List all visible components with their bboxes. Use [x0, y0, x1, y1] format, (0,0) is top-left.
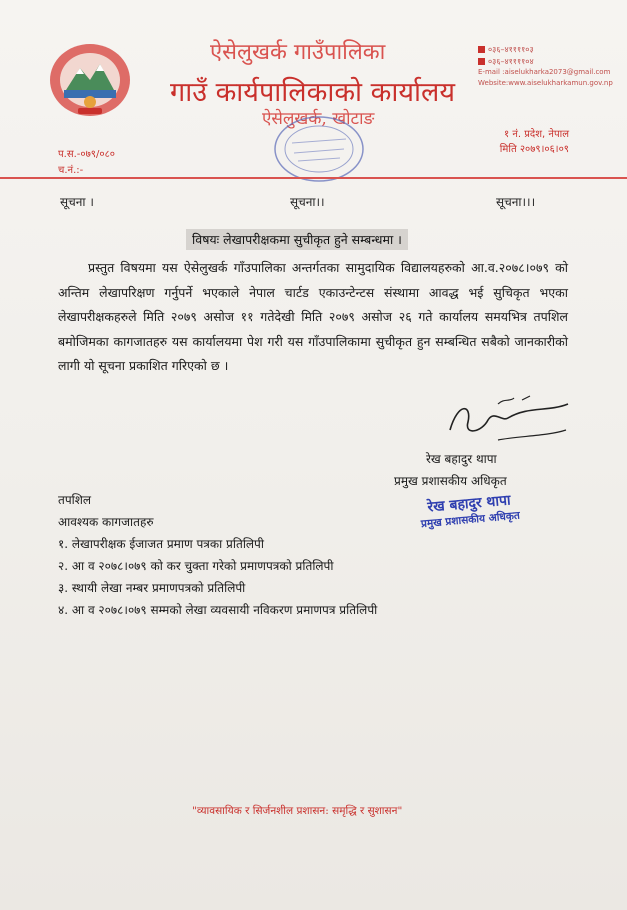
fax-icon — [478, 58, 485, 65]
reference-number: प.स.-०७९/०८० — [58, 149, 115, 160]
dispatch-number: च.नं.:- — [58, 165, 84, 176]
attachments-subheading: आवश्यक कागजातहरु — [58, 515, 154, 529]
phone-line-1 — [478, 44, 534, 55]
phone-1: ०३६–४११११०३ — [488, 45, 534, 54]
province-text: १ नं. प्रदेश, नेपाल — [503, 129, 569, 140]
phone-icon — [478, 46, 485, 53]
stamp-name: रेख बहादुर थापा — [426, 492, 512, 516]
attachments-heading: तपशिल — [58, 493, 92, 507]
attachment-item: १. लेखापरीक्षक ईजाजत प्रमाण पत्रका प्रतिलिपी — [58, 537, 264, 551]
notice-label-2: सूचना।। — [290, 195, 325, 209]
notice-body: प्रस्तुत विषयमा यस ऐसेलुखर्क गाँउपालिका अन्तर्गतका सामुदायिक विद्यालयहरुको आ.व.२०७८।०७९ को अन्तिम लेखापरिक्षण गर्नुपर्ने भएकाले नेपाल चार्टड एकाउन्टेन्टस संस्थामा आवद्ध भई सुचिकृत भएका लेखापरीक्षकहरुले मिति २०७९ असोज ११ गतेदेखी मिति २०७९ असोज २६ गते कार्यालय समयभित्र तपशिल बमोजिमका कागजातहरु यस कार्यालयमा पेश गरी यस गाँउपालिकामा सुचीकृत हुन सम्बन्धित सबैको जानकारीको लागी यो सूचना प्रकाशित गरिएको छ । — [58, 260, 568, 373]
subject-line: विषयः लेखापरीक्षकमा सुचीकृत हुने सम्बन्धमा । — [186, 229, 408, 250]
phone-line-2 — [478, 56, 534, 67]
handwritten-signature — [438, 392, 578, 452]
notice-label-3: सूचना।।। — [496, 195, 536, 209]
office-name: गाउँ कार्यपालिकाको कार्यालय — [170, 77, 455, 108]
attachment-item: २. आ व २०७८।०७९ को कर चुक्ता गरेको प्रमाणपत्रको प्रतिलिपी — [58, 559, 334, 573]
attachment-item: ३. स्थायी लेखा नम्बर प्रमाणपत्रको प्रतिलिपी — [58, 581, 246, 595]
website-text: Website:www.aiselukharkamun.gov.np — [478, 79, 613, 87]
signature-stamp — [419, 490, 521, 532]
office-seal-stamp — [272, 113, 366, 185]
header-divider — [0, 177, 627, 179]
attachment-item: ४. आ व २०७८।०७९ सम्मको लेखा व्यवसायी नविकरण प्रमाणपत्र प्रतिलिपी — [58, 603, 378, 617]
stamp-title: प्रमुख प्रशासकीय अधिकृत — [420, 509, 521, 531]
signatory-name: रेख बहादुर थापा — [426, 452, 497, 466]
nepal-emblem-icon — [44, 38, 136, 120]
letter-date: मिति २०७९।०६।०९ — [499, 144, 569, 155]
signatory-title: प्रमुख प्रशासकीय अधिकृत — [394, 474, 507, 488]
footer-slogan: "व्यावसायिक र सिर्जनशील प्रशासन: समृद्धि र सुशासन" — [192, 805, 403, 817]
email-text: E-mail :aiselukharka2073@gmail.com — [478, 68, 611, 76]
municipality-name: ऐसेलुखर्क गाउँपालिका — [210, 40, 386, 65]
office-location: ऐसेलुखर्क, खोटाङ — [262, 109, 375, 129]
phone-2: ०३६–४११११०४ — [488, 57, 534, 66]
notice-label-1: सूचना । — [60, 195, 94, 209]
